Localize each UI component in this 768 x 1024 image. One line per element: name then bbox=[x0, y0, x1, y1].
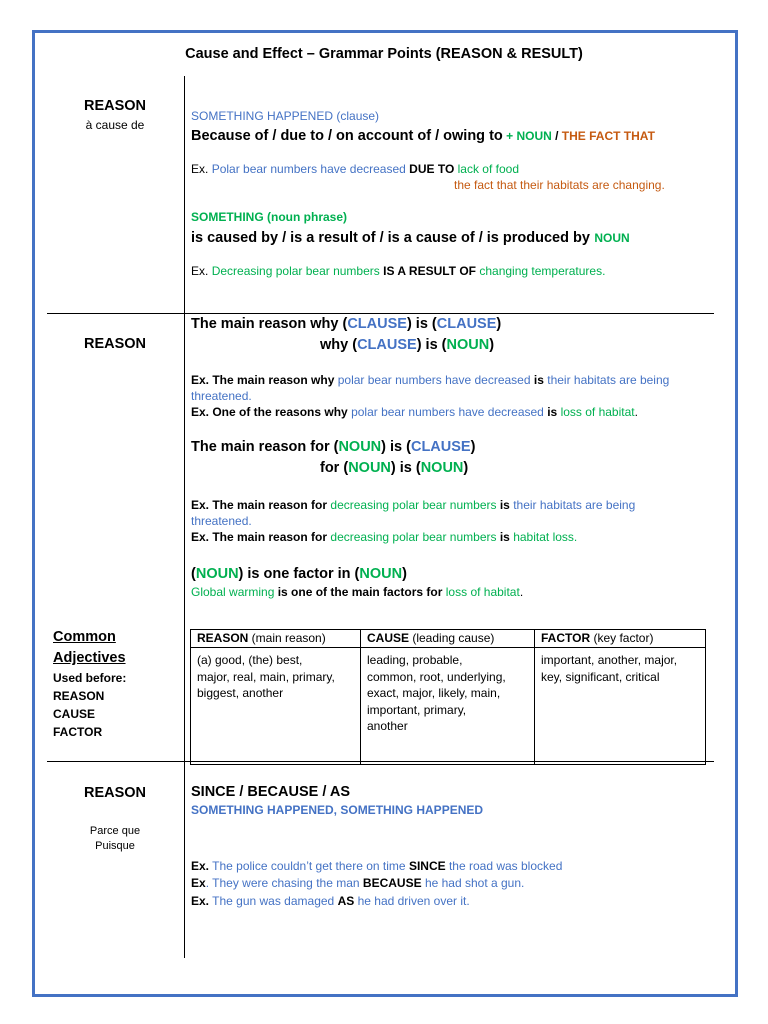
ex-noun: Global warming bbox=[191, 585, 275, 599]
example-main-factors bbox=[191, 584, 523, 600]
clause-label: SOMETHING HAPPENED (clause) bbox=[191, 109, 380, 123]
text: ) bbox=[489, 337, 495, 353]
header-key: FACTOR bbox=[541, 631, 591, 645]
why-noun-line bbox=[320, 337, 494, 353]
noun-phrase-label: SOMETHING (noun phrase) bbox=[191, 210, 347, 224]
ex-conjunction: AS bbox=[337, 894, 355, 908]
table-cell-factor bbox=[535, 648, 706, 765]
ex-clause: . They were chasing the man bbox=[205, 876, 360, 890]
used-before-item: REASON bbox=[53, 689, 105, 703]
clause-marker: CLAUSE bbox=[436, 316, 497, 332]
ex-text: Ex. The main reason why bbox=[191, 373, 335, 387]
text: The main reason why ( bbox=[191, 316, 348, 332]
table-row bbox=[191, 648, 706, 765]
section3-heading: REASON bbox=[83, 785, 147, 801]
ex-clause: he had driven over it. bbox=[357, 894, 470, 908]
cell-line: common, root, underlying, bbox=[367, 669, 506, 684]
text: ) bbox=[463, 460, 469, 476]
example-fact-that: the fact that their habitats are changing. bbox=[454, 178, 665, 192]
ex-prefix: Ex. bbox=[191, 264, 209, 278]
noun-marker: NOUN bbox=[338, 439, 382, 455]
fact-that-marker: THE FACT THAT bbox=[561, 129, 655, 143]
ex-text: Ex. One of the reasons why bbox=[191, 405, 348, 419]
ex-text: . bbox=[634, 405, 638, 419]
column-divider bbox=[184, 76, 185, 958]
one-factor-line bbox=[191, 566, 407, 582]
section3-sub2: Puisque bbox=[95, 840, 135, 852]
ex-is: is bbox=[533, 373, 544, 387]
ex-conjunction: BECAUSE bbox=[362, 876, 422, 890]
ex-text: Ex. The main reason for bbox=[191, 530, 328, 544]
ex-connector: DUE TO bbox=[409, 162, 455, 176]
section2-heading: REASON bbox=[83, 336, 147, 352]
cell-line: major, real, main, primary, bbox=[197, 669, 335, 684]
example-because bbox=[191, 875, 524, 891]
noun-marker: NOUN bbox=[446, 337, 490, 353]
used-before-item: FACTOR bbox=[53, 725, 103, 739]
ex-noun: loss of habitat bbox=[560, 405, 635, 419]
adjectives-heading-line2: Adjectives bbox=[53, 650, 126, 666]
ex-text: is one of the main factors for bbox=[277, 585, 443, 599]
section3-sub1: Parce que bbox=[89, 825, 141, 837]
clause-marker: CLAUSE bbox=[347, 316, 407, 332]
ex-prefix: Ex bbox=[191, 876, 206, 890]
ex-clause: the road was blocked bbox=[448, 859, 563, 873]
ex-is: is bbox=[499, 530, 510, 544]
text: ) is ( bbox=[416, 337, 447, 353]
for-noun-line bbox=[320, 460, 468, 476]
ex-is: is bbox=[547, 405, 558, 419]
example-main-reason-why bbox=[191, 372, 711, 404]
ex-text: . bbox=[519, 585, 524, 599]
noun-marker: NOUN bbox=[195, 566, 239, 582]
adjectives-heading bbox=[53, 627, 126, 741]
ex-connector: IS A RESULT OF bbox=[383, 264, 477, 278]
noun-marker: NOUN bbox=[359, 566, 403, 582]
ex-clause: he had shot a gun. bbox=[424, 876, 525, 890]
reason-phrases: Because of / due to / on account of / owing to bbox=[191, 128, 503, 144]
header-note: (key factor) bbox=[590, 631, 654, 645]
example-since bbox=[191, 858, 562, 874]
text: ) bbox=[470, 439, 476, 455]
used-before-item: CAUSE bbox=[53, 707, 96, 721]
text: ) is ( bbox=[381, 439, 411, 455]
slash: / bbox=[551, 129, 562, 143]
ex-text: Ex. The main reason for bbox=[191, 498, 328, 512]
adjectives-table bbox=[190, 629, 706, 765]
table-cell-cause bbox=[361, 648, 535, 765]
main-reason-why-line bbox=[191, 316, 501, 332]
ex-clause: their habitats are being bbox=[513, 498, 636, 512]
cell-line: leading, probable, bbox=[367, 653, 463, 667]
ex-noun: decreasing polar bear numbers bbox=[330, 530, 497, 544]
header-key: CAUSE bbox=[367, 631, 410, 645]
ex-prefix: Ex. bbox=[191, 162, 209, 176]
ex-noun: changing temperatures. bbox=[479, 264, 606, 278]
column-header bbox=[361, 630, 535, 648]
example-result-of bbox=[191, 264, 605, 278]
ex-clause: The police couldn’t get there on time bbox=[212, 859, 406, 873]
cell-line: exact, major, likely, main, bbox=[367, 686, 501, 700]
ex-clause: The gun was damaged bbox=[212, 894, 335, 908]
clause-pattern: SOMETHING HAPPENED, SOMETHING HAPPENED bbox=[191, 803, 484, 817]
example-due-to bbox=[191, 162, 519, 176]
cell-line: important, primary, bbox=[367, 702, 467, 717]
text: for ( bbox=[320, 460, 349, 476]
text: ) is ( bbox=[390, 460, 421, 476]
table-header-row bbox=[191, 630, 706, 648]
header-note: (leading cause) bbox=[409, 631, 495, 645]
table-cell-reason bbox=[191, 648, 361, 765]
column-header bbox=[535, 630, 706, 648]
text: ( bbox=[191, 566, 196, 582]
section1-heading: REASON bbox=[83, 98, 147, 114]
ex-conjunction: SINCE bbox=[408, 859, 446, 873]
clause-marker: CLAUSE bbox=[410, 439, 471, 455]
ex-is: is bbox=[499, 498, 510, 512]
header-key: REASON bbox=[197, 631, 249, 645]
ex-noun: decreasing polar bear numbers bbox=[330, 498, 497, 512]
ex-clause: Polar bear numbers have decreased bbox=[211, 162, 406, 176]
text: ) is ( bbox=[406, 316, 437, 332]
column-header bbox=[191, 630, 361, 648]
ex-noun: lack of food bbox=[457, 162, 519, 176]
example-one-of-reasons bbox=[191, 404, 638, 420]
since-because-as-heading: SINCE / BECAUSE / AS bbox=[191, 784, 350, 800]
section1-subheading: à cause de bbox=[85, 118, 145, 132]
ex-clause: threatened. bbox=[191, 514, 252, 528]
cell-line: (a) good, (the) best, bbox=[197, 653, 303, 667]
example-as bbox=[191, 893, 470, 909]
clause-marker: CLAUSE bbox=[357, 337, 417, 353]
result-phrases: is caused by / is a result of / is a cause of / is produced by bbox=[191, 230, 590, 246]
noun-marker: NOUN bbox=[348, 460, 391, 476]
used-before-label: Used before: bbox=[53, 671, 127, 685]
text: why ( bbox=[320, 337, 358, 353]
noun-marker: NOUN bbox=[420, 460, 464, 476]
ex-clause: polar bear numbers have decreased bbox=[337, 373, 531, 387]
text: The main reason for ( bbox=[191, 439, 339, 455]
text: ) bbox=[496, 316, 502, 332]
cell-line: key, significant, critical bbox=[541, 669, 660, 684]
adjectives-heading-line1: Common bbox=[53, 629, 116, 645]
ex-clause: threatened. bbox=[191, 389, 252, 403]
page-title: Cause and Effect – Grammar Points (REASON & RESULT) bbox=[185, 46, 583, 62]
ex-noun: Decreasing polar bear numbers bbox=[211, 264, 380, 278]
noun-marker: + NOUN bbox=[502, 129, 552, 143]
ex-noun: loss of habitat bbox=[445, 585, 520, 599]
text: ) is one factor in ( bbox=[238, 566, 360, 582]
section-divider-1 bbox=[47, 313, 714, 314]
cell-line: important, another, major, bbox=[541, 653, 678, 667]
example-habitat-loss bbox=[191, 529, 577, 545]
header-note: (main reason) bbox=[248, 631, 326, 645]
ex-clause: their habitats are being bbox=[547, 373, 670, 387]
result-phrases-line bbox=[191, 229, 630, 247]
example-main-reason-for bbox=[191, 497, 711, 529]
ex-prefix: Ex. bbox=[191, 859, 210, 873]
main-reason-for-line bbox=[191, 439, 475, 455]
ex-prefix: Ex. bbox=[191, 894, 210, 908]
noun-marker-2: NOUN bbox=[594, 231, 630, 245]
cell-line: biggest, another bbox=[197, 686, 284, 700]
reason-phrases-line bbox=[191, 127, 655, 145]
ex-noun: habitat loss. bbox=[513, 530, 578, 544]
cell-line: another bbox=[367, 719, 408, 733]
ex-clause: polar bear numbers have decreased bbox=[351, 405, 544, 419]
text: ) bbox=[402, 566, 407, 582]
